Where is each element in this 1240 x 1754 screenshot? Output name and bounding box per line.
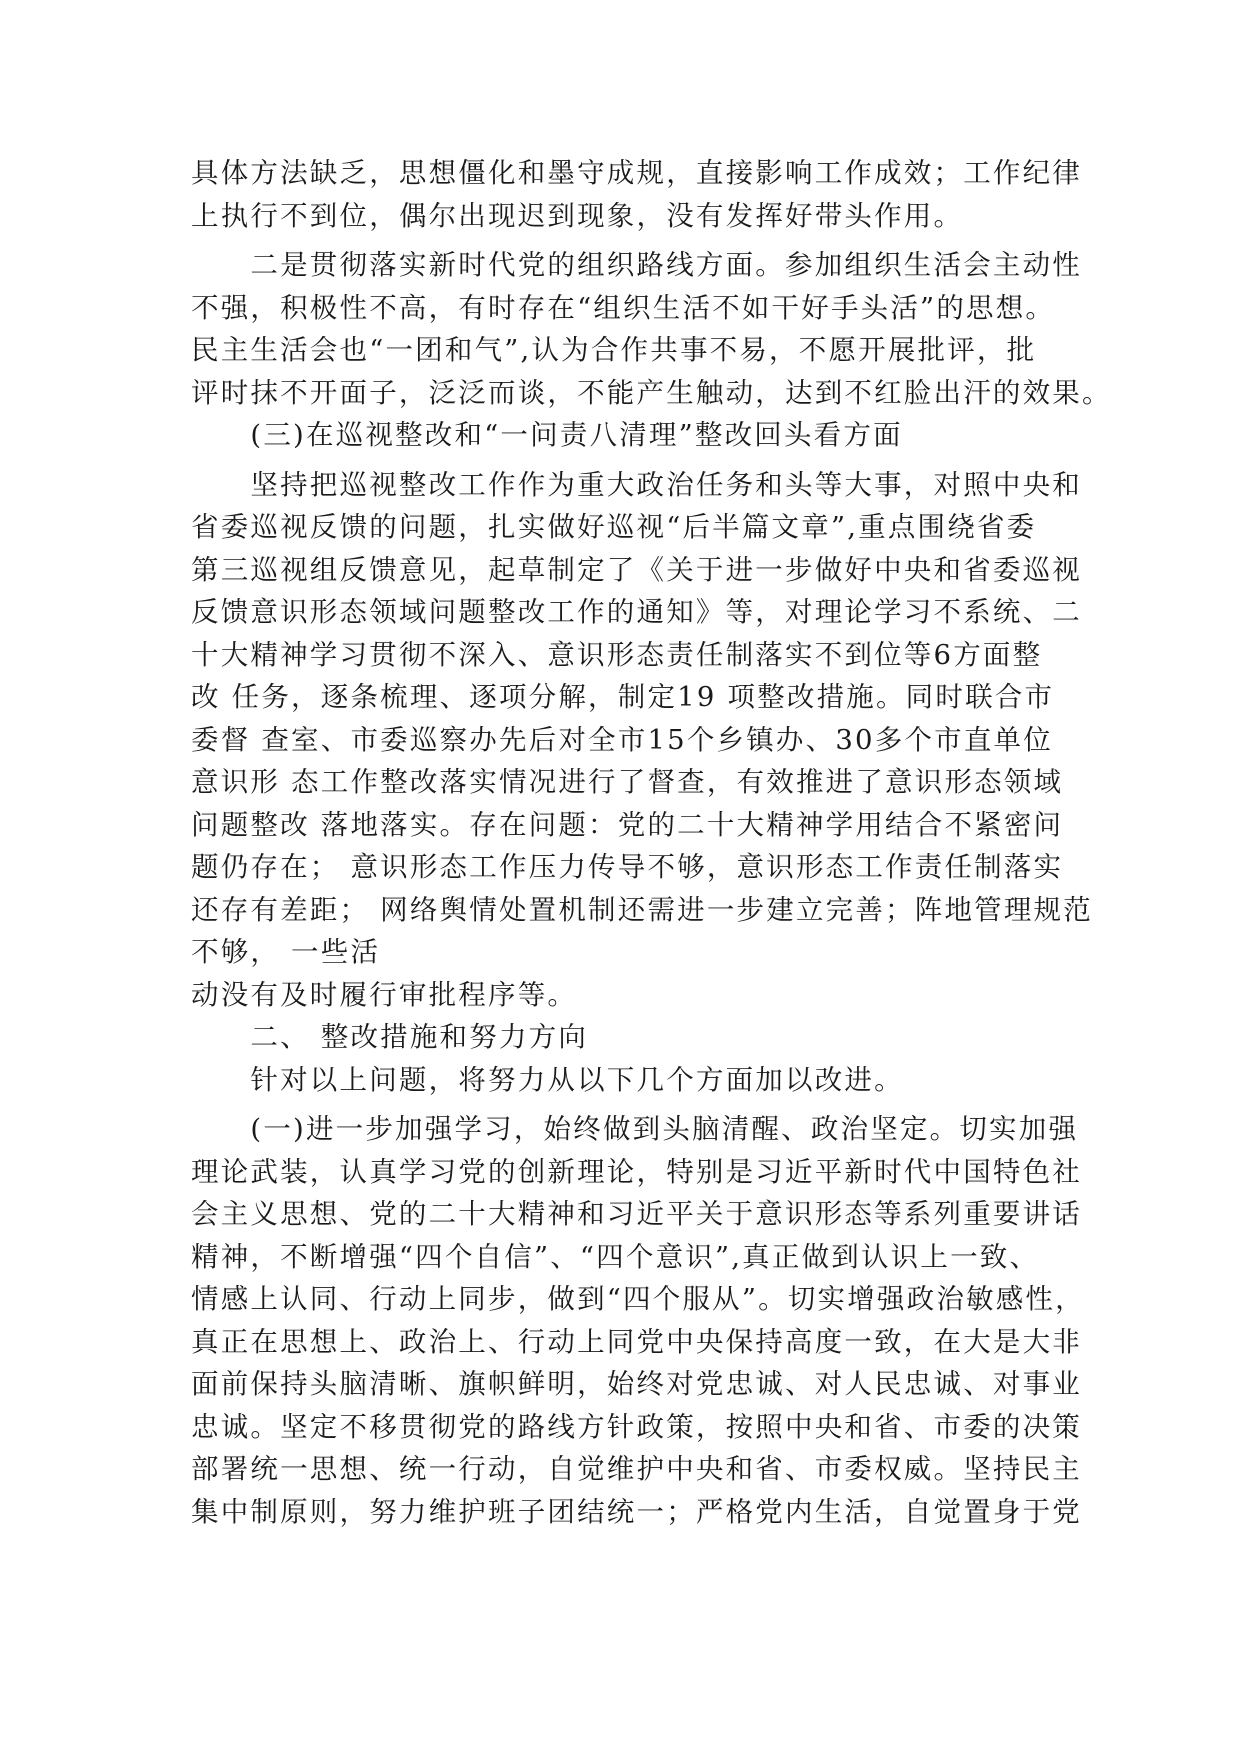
text-line: 反馈意识形态领域问题整改工作的通知》等，对理论学习不系统、二	[191, 596, 1082, 628]
text-line: 会主义思想、党的二十大精神和习近平关于意识形态等系列重要讲话	[191, 1198, 1082, 1230]
text-line: 不强，积极性不高，有时存在“组织生活不如干好手头活”的思想。	[191, 291, 1056, 324]
text-line: 题仍存在； 意识形态工作压力传导不够，意识形态工作责任制落实	[191, 851, 1064, 883]
text-line: 省委巡视反馈的问题，扎实做好巡视“后半篇文章”,重点围绕省委	[191, 511, 1037, 543]
text-line: 还存有差距； 网络舆情处置机制还需进一步建立完善；阵地管理规范	[191, 893, 1093, 926]
text-line: 委督 查室、市委巡察办先后对全市15个乡镇办、30多个市直单位	[191, 723, 1053, 756]
text-line: 理论武装，认真学习党的创新理论，特别是习近平新时代中国特色社	[191, 1155, 1082, 1188]
section-heading: (三)在巡视整改和“一问责八清理”整改回头看方面	[191, 419, 903, 451]
text-line: 上执行不到位，偶尔出现迟到现象，没有发挥好带头作用。	[191, 199, 964, 232]
text-line: 动没有及时履行审批程序等。	[191, 978, 578, 1011]
text-line: 具体方法缺乏，思想僵化和墨守成规，直接影响工作成效；工作纪律	[191, 157, 1082, 189]
text-line: 精神，不断增强“四个自信”、“四个意识”,真正做到认识上一致、	[191, 1240, 1040, 1273]
text-line: 集中制原则，努力维护班子团结统一；严格党内生活，自觉置身于党	[191, 1495, 1082, 1528]
document-body	[191, 152, 1112, 1533]
text-line: (一)进一步加强学习，始终做到头脑清醒、政治坚定。切实加强	[191, 1113, 1079, 1145]
text-line: 民主生活会也“一团和气”,认为合作共事不易，不愿开展批评，批	[191, 334, 1037, 366]
text-line: 第三巡视组反馈意见，起草制定了《关于进一步做好中央和省委巡视	[191, 553, 1082, 586]
text-line: 面前保持头脑清晰、旗帜鲜明，始终对党忠诚、对人民忠诚、对事业	[191, 1368, 1082, 1400]
text-line: 问题整改 落地落实。存在问题：党的二十大精神学用结合不紧密问	[191, 808, 1064, 841]
text-line: 二是贯彻落实新时代党的组织路线方面。参加组织生活会主动性	[191, 249, 1082, 281]
text-line: 情感上认同、行动上同步，做到“四个服从”。切实增强政治敏感性，	[191, 1283, 1085, 1315]
text-line: 真正在思想上、政治上、行动上同党中央保持高度一致，在大是大非	[191, 1325, 1082, 1358]
text-line: 评时抹不开面子，泛泛而谈，不能产生触动，达到不红脸出汗的效果。	[191, 376, 1112, 409]
text-line: 十大精神学习贯彻不深入、意识形态责任制落实不到位等6方面整	[191, 638, 1043, 671]
section-heading: 二、 整改措施和努力方向	[191, 1021, 589, 1053]
text-line: 忠诚。坚定不移贯彻党的路线方针政策，按照中央和省、市委的决策	[191, 1410, 1082, 1443]
text-line: 意识形 态工作整改落实情况进行了督查，有效推进了意识形态领域	[191, 766, 1064, 798]
text-line: 针对以上问题，将努力从以下几个方面加以改进。	[191, 1063, 904, 1096]
text-line: 不够， 一些活	[191, 936, 381, 968]
text-line: 部署统一思想、统一行动，自觉维护中央和省、市委权威。坚持民主	[191, 1453, 1082, 1485]
text-line: 改 任务，逐条梳理、逐项分解，制定19 项整改措施。同时联合市	[191, 681, 1055, 713]
text-line: 坚持把巡视整改工作作为重大政治任务和头等大事，对照中央和	[191, 468, 1082, 501]
